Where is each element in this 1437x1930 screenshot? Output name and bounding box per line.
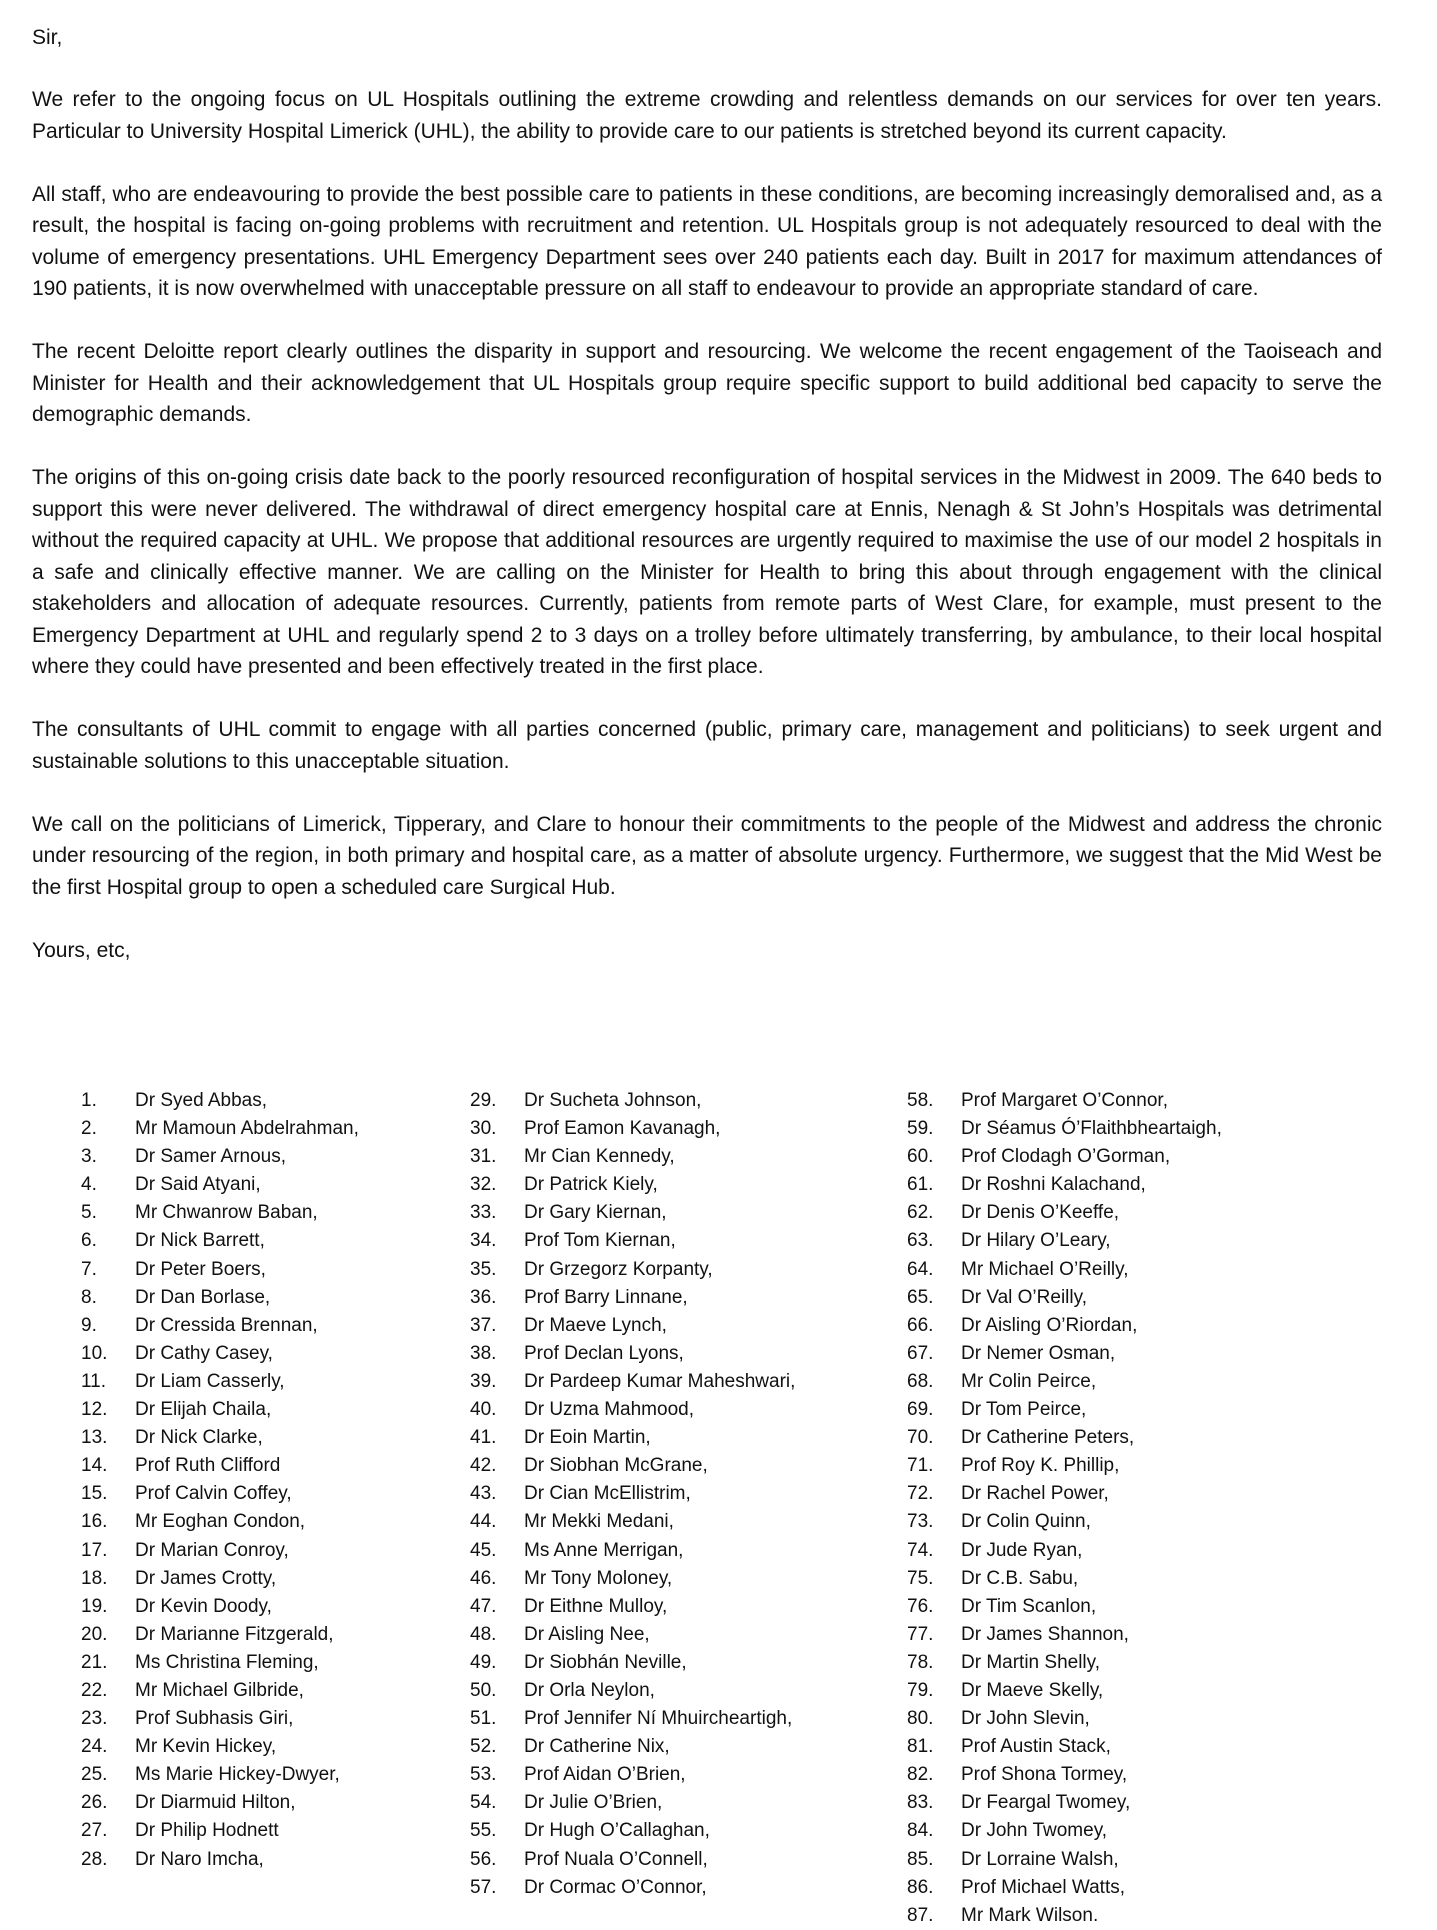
signatory-row — [470, 1480, 890, 1508]
signatory-name: Mr Tony Moloney, — [524, 1567, 673, 1589]
signatory-name: Dr Cressida Brennan, — [135, 1314, 318, 1336]
signatory-name: Mr Mamoun Abdelrahman, — [135, 1118, 359, 1140]
signatory-name: Dr Liam Casserly, — [135, 1370, 285, 1392]
signatory-number: 67. — [907, 1342, 934, 1364]
signatory-row — [81, 1480, 461, 1508]
signatory-number: 39. — [470, 1370, 497, 1392]
signatory-name: Prof Clodagh O’Gorman, — [961, 1146, 1171, 1168]
letter-body — [32, 84, 1382, 903]
signatory-row — [907, 1508, 1347, 1536]
signatory-name: Ms Christina Fleming, — [135, 1651, 319, 1673]
signatory-name: Dr Tim Scanlon, — [961, 1595, 1097, 1617]
signatory-name: Dr Eithne Mulloy, — [524, 1595, 668, 1617]
signatory-number: 19. — [81, 1595, 108, 1617]
signatory-number: 58. — [907, 1090, 934, 1111]
signatory-row — [81, 1143, 461, 1171]
signatory-number: 80. — [907, 1708, 934, 1730]
signatory-list — [0, 1087, 1437, 1926]
signatory-name: Mr Cian Kennedy, — [524, 1146, 675, 1168]
signatory-number: 32. — [470, 1174, 497, 1196]
signatory-row — [907, 1424, 1347, 1452]
signatory-row — [907, 1480, 1347, 1508]
signatory-name: Prof Subhasis Giri, — [135, 1708, 294, 1730]
signatory-number: 64. — [907, 1258, 934, 1280]
signatory-number: 79. — [907, 1679, 934, 1701]
signatory-number: 65. — [907, 1286, 934, 1308]
signatory-row — [81, 1284, 461, 1312]
signatory-number: 75. — [907, 1567, 934, 1589]
signatory-number: 54. — [470, 1792, 497, 1814]
signatory-name: Prof Nuala O’Connell, — [524, 1848, 708, 1870]
signatory-row — [81, 1508, 461, 1536]
signatory-number: 12. — [81, 1399, 108, 1421]
signatory-name: Dr Siobhán Neville, — [524, 1651, 687, 1673]
signatory-row — [81, 1452, 461, 1480]
signatory-number: 47. — [470, 1595, 497, 1617]
signatory-name: Dr Gary Kiernan, — [524, 1202, 667, 1224]
signatory-row — [907, 1087, 1347, 1115]
signatory-name: Dr Nemer Osman, — [961, 1342, 1116, 1364]
signatory-number: 83. — [907, 1792, 934, 1814]
signatory-row — [81, 1340, 461, 1368]
signatory-number: 50. — [470, 1679, 497, 1701]
signatory-number: 61. — [907, 1174, 934, 1196]
signatory-row — [470, 1396, 890, 1424]
signatory-number: 42. — [470, 1455, 497, 1477]
signatory-row — [470, 1817, 890, 1845]
signatory-number: 30. — [470, 1118, 497, 1140]
signatory-number: 10. — [81, 1342, 108, 1364]
signatory-name: Dr Roshni Kalachand, — [961, 1174, 1146, 1196]
signatory-name: Dr Grzegorz Korpanty, — [524, 1258, 713, 1280]
signatory-row — [470, 1705, 890, 1733]
signatory-number: 66. — [907, 1314, 934, 1336]
signatory-row — [907, 1902, 1347, 1930]
signatory-name: Dr Nick Clarke, — [135, 1427, 263, 1449]
signatory-number: 38. — [470, 1342, 497, 1364]
signatory-name: Mr Colin Peirce, — [961, 1370, 1097, 1392]
signatory-row — [81, 1171, 461, 1199]
signatory-name: Dr Dan Borlase, — [135, 1286, 271, 1308]
signatory-row — [470, 1733, 890, 1761]
signatory-name: Dr Jude Ryan, — [961, 1539, 1083, 1561]
signatory-number: 29. — [470, 1090, 497, 1111]
signatory-row — [907, 1789, 1347, 1817]
signatory-name: Dr John Twomey, — [961, 1820, 1108, 1842]
signatory-row — [907, 1565, 1347, 1593]
signatory-number: 68. — [907, 1370, 934, 1392]
signatory-number: 84. — [907, 1820, 934, 1842]
signatory-number: 8. — [81, 1286, 97, 1308]
signatory-row — [470, 1087, 890, 1115]
signatory-number: 46. — [470, 1567, 497, 1589]
signatory-number: 17. — [81, 1539, 108, 1561]
signatory-number: 16. — [81, 1511, 108, 1533]
signatory-row — [907, 1537, 1347, 1565]
signatory-row — [81, 1846, 461, 1874]
signatory-number: 6. — [81, 1230, 97, 1252]
salutation: Sir, — [32, 26, 63, 49]
signatory-row — [81, 1256, 461, 1284]
signatory-number: 62. — [907, 1202, 934, 1224]
signatory-row — [81, 1789, 461, 1817]
signatory-row — [81, 1733, 461, 1761]
signatory-row — [81, 1537, 461, 1565]
signatory-number: 22. — [81, 1679, 108, 1701]
signatory-number: 34. — [470, 1230, 497, 1252]
signatory-number: 2. — [81, 1118, 97, 1140]
signatory-number: 57. — [470, 1876, 497, 1898]
signatory-number: 7. — [81, 1258, 97, 1280]
signatory-name: Dr Marian Conroy, — [135, 1539, 289, 1561]
signatory-name: Dr Aisling Nee, — [524, 1623, 650, 1645]
signatory-name: Dr James Crotty, — [135, 1567, 277, 1589]
signatory-name: Dr Samer Arnous, — [135, 1146, 286, 1168]
signatory-name: Dr C.B. Sabu, — [961, 1567, 1079, 1589]
signatory-name: Prof Declan Lyons, — [524, 1342, 684, 1364]
signatory-name: Prof Shona Tormey, — [961, 1764, 1128, 1786]
signatory-row — [470, 1340, 890, 1368]
signatory-row — [907, 1705, 1347, 1733]
signatory-name: Dr Naro Imcha, — [135, 1848, 264, 1870]
signatory-row — [470, 1621, 890, 1649]
signatory-row — [907, 1846, 1347, 1874]
signatory-row — [470, 1452, 890, 1480]
signatory-row — [81, 1593, 461, 1621]
signatory-number: 43. — [470, 1483, 497, 1505]
signatory-row — [470, 1115, 890, 1143]
paragraph: The recent Deloitte report clearly outlines the disparity in support and resourcing. We welcome the recent engagement of the Taoiseach and Minister for Health and their acknowledgement that UL Hospitals group require specific support to build additional bed capacity to serve the demographic demands. — [32, 340, 1382, 426]
signatory-name: Prof Aidan O’Brien, — [524, 1764, 686, 1786]
signatory-name: Prof Eamon Kavanagh, — [524, 1118, 721, 1140]
signatory-number: 81. — [907, 1736, 934, 1758]
signatory-number: 56. — [470, 1848, 497, 1870]
signatory-name: Dr Cathy Casey, — [135, 1342, 273, 1364]
signatory-number: 21. — [81, 1651, 108, 1673]
signatory-number: 76. — [907, 1595, 934, 1617]
signatory-name: Dr Philip Hodnett — [135, 1820, 279, 1842]
signatory-row — [470, 1537, 890, 1565]
signatory-name: Dr Colin Quinn, — [961, 1511, 1091, 1533]
signatory-name: Mr Mark Wilson. — [961, 1904, 1099, 1926]
paragraph: All staff, who are endeavouring to provide the best possible care to patients in these conditions, are becoming increasingly demoralised and, as a result, the hospital is facing on-going problems with recruitment and retention. UL Hospitals group is not adequately resourced to deal with the volume of emergency presentations. UHL Emergency Department sees over 240 patients each day. Built in 2017 for maximum attendances of 190 patients, it is now overwhelmed with unacceptable pressure on all staff to endeavour to provide an appropriate standard of care. — [32, 182, 1382, 300]
signatory-name: Dr Catherine Peters, — [961, 1427, 1135, 1449]
signatory-row — [470, 1789, 890, 1817]
signatory-name: Prof Ruth Clifford — [135, 1455, 281, 1477]
signatory-number: 59. — [907, 1118, 934, 1140]
signatory-name: Mr Eoghan Condon, — [135, 1511, 306, 1533]
signatory-row — [81, 1199, 461, 1227]
signatory-name: Mr Michael O’Reilly, — [961, 1258, 1129, 1280]
paragraph: The consultants of UHL commit to engage with all parties concerned (public, primary care, management and politicians) to seek urgent and sustainable solutions to this unacceptable situation. — [32, 718, 1382, 773]
signatory-number: 52. — [470, 1736, 497, 1758]
signatory-name: Dr Siobhan McGrane, — [524, 1455, 708, 1477]
signatory-row — [907, 1733, 1347, 1761]
signatory-name: Dr Marianne Fitzgerald, — [135, 1623, 334, 1645]
signatory-row — [907, 1396, 1347, 1424]
signatory-number: 85. — [907, 1848, 934, 1870]
signatory-number: 25. — [81, 1764, 108, 1786]
signatory-name: Dr Patrick Kiely, — [524, 1174, 658, 1196]
signatory-number: 27. — [81, 1820, 108, 1842]
signatory-row — [470, 1256, 890, 1284]
signatory-name: Dr Hugh O’Callaghan, — [524, 1820, 710, 1842]
signatory-name: Dr Hilary O’Leary, — [961, 1230, 1111, 1252]
signatory-row — [81, 1312, 461, 1340]
signatory-name: Ms Anne Merrigan, — [524, 1539, 684, 1561]
signatory-column-2 — [470, 1087, 890, 1902]
signatory-row — [907, 1284, 1347, 1312]
signatory-row — [81, 1424, 461, 1452]
signatory-name: Dr Nick Barrett, — [135, 1230, 265, 1252]
signatory-number: 63. — [907, 1230, 934, 1252]
signatory-number: 20. — [81, 1623, 108, 1645]
signatory-row — [81, 1705, 461, 1733]
signatory-name: Dr Pardeep Kumar Maheshwari, — [524, 1370, 796, 1392]
signatory-row — [907, 1171, 1347, 1199]
signatory-name: Dr Martin Shelly, — [961, 1651, 1101, 1673]
signatory-row — [470, 1227, 890, 1255]
signatory-name: Dr Maeve Lynch, — [524, 1314, 667, 1336]
signatory-name: Dr Syed Abbas, — [135, 1090, 268, 1111]
signatory-row — [81, 1396, 461, 1424]
signatory-name: Dr Aisling O’Riordan, — [961, 1314, 1138, 1336]
paragraph: The origins of this on-going crisis date back to the poorly resourced reconfiguration of hospital services in the Midwest in 2009. The 640 beds to support this were never delivered. The withdrawal of direct emergency hospital care at Ennis, Nenagh & St John’s Hospitals was detrimental without the required capacity at UHL. We propose that additional resources are urgently required to maximise the use of our model 2 hospitals in a safe and clinically effective manner. We are calling on the Minister for Health to bring this about through engagement with the clinical stakeholders and allocation of adequate resources. Currently, patients from remote parts of West Clare, for example, must present to the Emergency Department at UHL and regularly spend 2 to 3 days on a trolley before ultimately transferring, by ambulance, to their local hospital where they could have presented and been effectively treated in the first place. — [32, 466, 1382, 678]
signatory-row — [907, 1677, 1347, 1705]
signatory-name: Mr Chwanrow Baban, — [135, 1202, 318, 1224]
signatory-row — [470, 1677, 890, 1705]
signatory-name: Prof Calvin Coffey, — [135, 1483, 292, 1505]
signatory-name: Dr Uzma Mahmood, — [524, 1399, 694, 1421]
closing: Yours, etc, — [32, 938, 131, 962]
signatory-number: 78. — [907, 1651, 934, 1673]
signatory-row — [907, 1874, 1347, 1902]
signatory-row — [470, 1312, 890, 1340]
signatory-name: Dr Elijah Chaila, — [135, 1399, 272, 1421]
signatory-row — [907, 1621, 1347, 1649]
signatory-name: Dr Tom Peirce, — [961, 1399, 1087, 1421]
signatory-number: 82. — [907, 1764, 934, 1786]
signatory-row — [470, 1761, 890, 1789]
signatory-name: Dr Cian McEllistrim, — [524, 1483, 691, 1505]
signatory-name: Dr Feargal Twomey, — [961, 1792, 1131, 1814]
signatory-number: 45. — [470, 1539, 497, 1561]
signatory-name: Dr Val O’Reilly, — [961, 1286, 1087, 1308]
signatory-row — [81, 1817, 461, 1845]
letter — [32, 22, 1382, 966]
signatory-name: Mr Michael Gilbride, — [135, 1679, 304, 1701]
signatory-number: 51. — [470, 1708, 497, 1730]
signatory-row — [907, 1761, 1347, 1789]
signatory-column-3 — [907, 1087, 1347, 1930]
signatory-name: Dr Rachel Power, — [961, 1483, 1109, 1505]
signatory-number: 11. — [81, 1370, 107, 1392]
signatory-row — [907, 1649, 1347, 1677]
signatory-row — [81, 1087, 461, 1115]
signatory-name: Dr James Shannon, — [961, 1623, 1129, 1645]
signatory-row — [81, 1761, 461, 1789]
signatory-number: 77. — [907, 1623, 934, 1645]
signatory-row — [470, 1649, 890, 1677]
signatory-row — [907, 1256, 1347, 1284]
signatory-row — [907, 1452, 1347, 1480]
paragraph: We refer to the ongoing focus on UL Hospitals outlining the extreme crowding and relentless demands on our services for over ten years. Particular to University Hospital Limerick (UHL), the ability to provide care to our patients is stretched beyond its current capacity. — [32, 88, 1382, 143]
signatory-number: 87. — [907, 1904, 934, 1926]
signatory-name: Dr Denis O’Keeffe, — [961, 1202, 1120, 1224]
signatory-name: Prof Tom Kiernan, — [524, 1230, 676, 1252]
signatory-number: 26. — [81, 1792, 108, 1814]
signatory-number: 55. — [470, 1820, 497, 1842]
signatory-row — [470, 1284, 890, 1312]
signatory-row — [470, 1565, 890, 1593]
signatory-row — [907, 1143, 1347, 1171]
signatory-row — [470, 1874, 890, 1902]
signatory-row — [907, 1817, 1347, 1845]
signatory-number: 18. — [81, 1567, 108, 1589]
signatory-number: 41. — [470, 1427, 497, 1449]
signatory-name: Mr Kevin Hickey, — [135, 1736, 277, 1758]
signatory-row — [470, 1199, 890, 1227]
signatory-row — [81, 1621, 461, 1649]
signatory-number: 31. — [470, 1146, 497, 1168]
signatory-row — [81, 1649, 461, 1677]
signatory-name: Dr Diarmuid Hilton, — [135, 1792, 296, 1814]
signatory-column-1 — [81, 1087, 461, 1874]
signatory-row — [470, 1508, 890, 1536]
signatory-name: Dr Maeve Skelly, — [961, 1679, 1104, 1701]
signatory-name: Dr Peter Boers, — [135, 1258, 266, 1280]
signatory-number: 49. — [470, 1651, 497, 1673]
signatory-number: 14. — [81, 1455, 108, 1477]
paragraph: We call on the politicians of Limerick, Tipperary, and Clare to honour their commitments to the people of the Midwest and address the chronic under resourcing of the region, in both primary and hospital care, as a matter of absolute urgency. Furthermore, we suggest that the Mid West be the first Hospital group to open a scheduled care Surgical Hub. — [32, 812, 1382, 899]
signatory-number: 33. — [470, 1202, 497, 1224]
signatory-number: 44. — [470, 1511, 497, 1533]
signatory-row — [907, 1368, 1347, 1396]
signatory-number: 60. — [907, 1146, 934, 1168]
signatory-row — [907, 1312, 1347, 1340]
signatory-name: Dr Eoin Martin, — [524, 1427, 651, 1449]
signatory-row — [470, 1171, 890, 1199]
signatory-row — [907, 1227, 1347, 1255]
signatory-number: 69. — [907, 1399, 934, 1421]
signatory-number: 73. — [907, 1511, 934, 1533]
signatory-name: Mr Mekki Medani, — [524, 1511, 674, 1533]
signatory-number: 36. — [470, 1286, 497, 1308]
signatory-row — [81, 1368, 461, 1396]
signatory-row — [470, 1846, 890, 1874]
signatory-number: 15. — [81, 1483, 108, 1505]
signatory-row — [81, 1227, 461, 1255]
signatory-row — [907, 1115, 1347, 1143]
signatory-number: 53. — [470, 1764, 497, 1786]
signatory-name: Prof Austin Stack, — [961, 1736, 1111, 1758]
signatory-row — [907, 1340, 1347, 1368]
signatory-name: Prof Jennifer Ní Mhuircheartigh, — [524, 1708, 793, 1730]
signatory-number: 23. — [81, 1708, 108, 1730]
signatory-number: 48. — [470, 1623, 497, 1645]
signatory-name: Dr Séamus Ó’Flaithbheartaigh, — [961, 1118, 1222, 1140]
signatory-name: Dr John Slevin, — [961, 1708, 1090, 1730]
signatory-number: 9. — [81, 1314, 97, 1336]
signatory-number: 5. — [81, 1202, 97, 1224]
signatory-row — [81, 1115, 461, 1143]
signatory-number: 37. — [470, 1314, 497, 1336]
signatory-name: Dr Julie O’Brien, — [524, 1792, 663, 1814]
signatory-row — [81, 1565, 461, 1593]
signatory-number: 1. — [81, 1090, 97, 1111]
signatory-number: 72. — [907, 1483, 934, 1505]
signatory-name: Dr Cormac O’Connor, — [524, 1876, 707, 1898]
signatory-row — [470, 1368, 890, 1396]
signatory-name: Dr Said Atyani, — [135, 1174, 261, 1196]
signatory-name: Dr Kevin Doody, — [135, 1595, 272, 1617]
signatory-row — [470, 1143, 890, 1171]
signatory-number: 4. — [81, 1174, 97, 1196]
signatory-number: 35. — [470, 1258, 497, 1280]
signatory-row — [81, 1677, 461, 1705]
signatory-name: Dr Lorraine Walsh, — [961, 1848, 1119, 1870]
signatory-number: 24. — [81, 1736, 108, 1758]
signatory-row — [470, 1593, 890, 1621]
signatory-row — [907, 1199, 1347, 1227]
signatory-number: 3. — [81, 1146, 97, 1168]
signatory-name: Prof Margaret O’Connor, — [961, 1090, 1168, 1111]
signatory-name: Prof Michael Watts, — [961, 1876, 1126, 1898]
signatory-number: 70. — [907, 1427, 934, 1449]
signatory-number: 86. — [907, 1876, 934, 1898]
signatory-name: Dr Orla Neylon, — [524, 1679, 655, 1701]
signatory-number: 74. — [907, 1539, 934, 1561]
signatory-number: 28. — [81, 1848, 108, 1870]
signatory-row — [907, 1593, 1347, 1621]
signatory-row — [470, 1424, 890, 1452]
signatory-number: 40. — [470, 1399, 497, 1421]
signatory-number: 13. — [81, 1427, 108, 1449]
signatory-name: Dr Catherine Nix, — [524, 1736, 670, 1758]
signatory-name: Ms Marie Hickey-Dwyer, — [135, 1764, 340, 1786]
signatory-name: Prof Roy K. Phillip, — [961, 1455, 1120, 1477]
signatory-name: Prof Barry Linnane, — [524, 1286, 688, 1308]
signatory-number: 71. — [907, 1455, 934, 1477]
signatory-name: Dr Sucheta Johnson, — [524, 1090, 702, 1111]
